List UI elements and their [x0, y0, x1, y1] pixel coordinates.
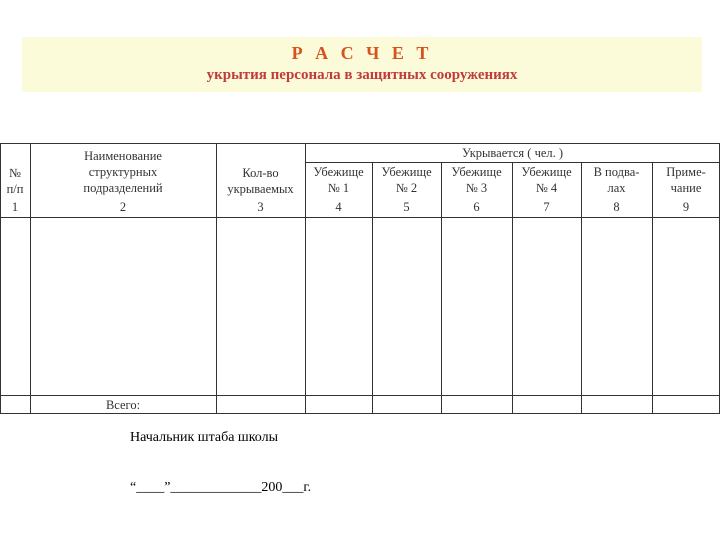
total-label: Всего:	[105, 398, 141, 412]
column-number: 7	[543, 200, 550, 214]
date-line: “____”_____________200___г.	[130, 480, 312, 495]
document-title: Р А С Ч Е Т	[291, 43, 433, 63]
column-number: 1	[11, 200, 19, 214]
column-number: 6	[473, 200, 480, 214]
table-border-top	[0, 143, 720, 144]
header-shelter-1: Убежище № 1	[313, 165, 364, 195]
header-group-sheltered: Укрывается ( чел. )	[461, 146, 564, 160]
header-divider	[0, 217, 720, 218]
column-number: 3	[257, 200, 264, 214]
column-number: 8	[613, 200, 620, 214]
header-basements: В подва- лах	[593, 165, 640, 195]
header-shelter-3: Убежище № 3	[451, 165, 502, 195]
title-banner	[22, 37, 702, 92]
header-note: Приме- чание	[666, 165, 706, 195]
column-number: 4	[335, 200, 342, 214]
calculation-table	[0, 143, 720, 413]
signature-line: Начальник штаба школы	[130, 430, 278, 445]
column-number: 5	[403, 200, 410, 214]
header-shelter-2: Убежище № 2	[381, 165, 432, 195]
header-count: Кол-во укрываемых	[227, 166, 294, 196]
column-number: 9	[682, 200, 690, 214]
header-name: Наименование структурных подразделений	[83, 149, 163, 195]
total-row-divider	[0, 395, 720, 396]
header-shelter-4: Убежище № 4	[521, 165, 572, 195]
table-border-bottom	[0, 413, 720, 414]
header-num: № п/п	[6, 166, 24, 196]
document-subtitle: укрытия персонала в защитных сооружениях	[206, 67, 518, 83]
column-number: 2	[119, 200, 127, 214]
